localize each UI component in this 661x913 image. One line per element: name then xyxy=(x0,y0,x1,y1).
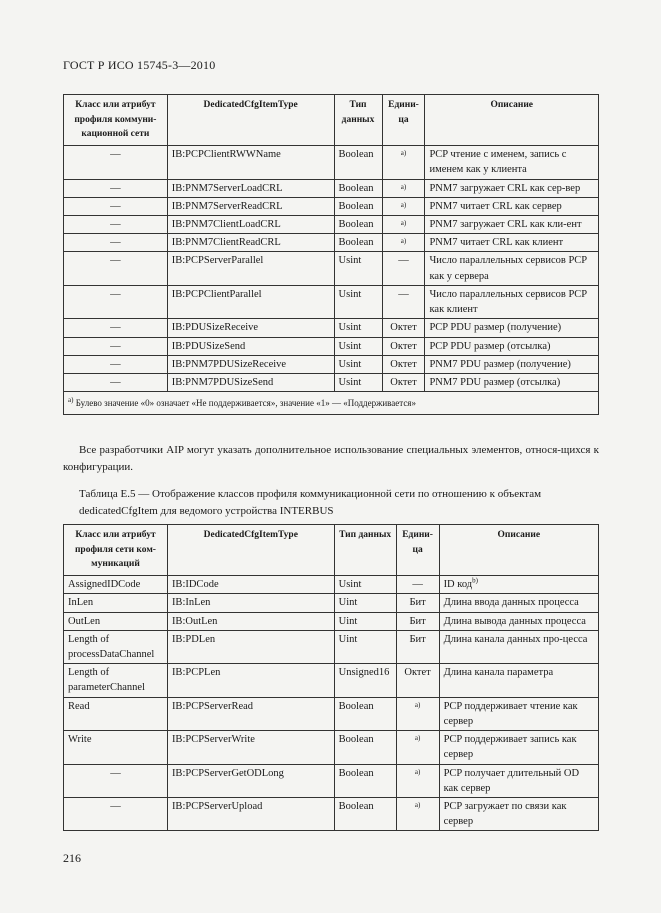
cell-class: — xyxy=(64,798,168,831)
cell-unit: a) xyxy=(396,731,439,764)
cell-unit: Октет xyxy=(382,374,425,392)
cell-item-type: IB:PCPServerWrite xyxy=(167,731,334,764)
description-text: Длина канала параметра xyxy=(443,667,554,679)
description-text: PCP получает длительный OD как сервер xyxy=(443,767,580,794)
table-row xyxy=(64,576,599,594)
cell-item-type: IB:PNM7PDUSizeSend xyxy=(167,374,334,392)
cell-unit: a) xyxy=(396,697,439,730)
table-row xyxy=(64,731,599,764)
cell-unit: a) xyxy=(382,216,425,234)
cell-item-type: IB:PNM7ServerLoadCRL xyxy=(167,179,334,197)
cell-data-type: Boolean xyxy=(334,179,382,197)
cell-data-type: Usint xyxy=(334,285,382,318)
description-text: Длина вывода данных процесса xyxy=(443,615,586,627)
cell-description xyxy=(439,731,598,764)
cell-item-type: IB:PDUSizeReceive xyxy=(167,319,334,337)
cell-class: — xyxy=(64,216,168,234)
cell-item-type: IB:PDLen xyxy=(167,630,334,663)
cell-description xyxy=(439,664,598,697)
col-header-data-type: Тип данных xyxy=(334,95,382,146)
cell-data-type: Boolean xyxy=(334,764,396,797)
col-header-description: Описание xyxy=(425,95,599,146)
table-footnote xyxy=(64,392,599,415)
page-header: ГОСТ Р ИСО 15745-3—2010 xyxy=(63,58,216,72)
cell-class: — xyxy=(64,197,168,215)
cell-unit: a) xyxy=(396,798,439,831)
footnote-mark: a) xyxy=(68,396,74,405)
cell-unit: Бит xyxy=(396,630,439,663)
cell-unit: Октет xyxy=(382,355,425,373)
table-header-row xyxy=(64,95,599,146)
table-row xyxy=(64,374,599,392)
cell-item-type: IB:PCPClientRWWName xyxy=(167,146,334,179)
col-header-item-type: DedicatedCfgItemType xyxy=(167,95,334,146)
cell-data-type: Usint xyxy=(334,319,382,337)
cell-description: PNM7 загружает CRL как сер-вер xyxy=(425,179,599,197)
cell-item-type: IB:PCPClientParallel xyxy=(167,285,334,318)
cell-unit: — xyxy=(382,285,425,318)
cell-description xyxy=(439,798,598,831)
cell-item-type: IB:PCPServerParallel xyxy=(167,252,334,285)
cell-class: Length of processDataChannel xyxy=(64,630,168,663)
cell-unit: a) xyxy=(382,179,425,197)
cell-unit: — xyxy=(382,252,425,285)
cell-description xyxy=(439,612,598,630)
cell-class: — xyxy=(64,252,168,285)
table-row xyxy=(64,319,599,337)
description-text: Длина ввода данных процесса xyxy=(443,597,579,609)
cell-item-type: IB:OutLen xyxy=(167,612,334,630)
cell-description xyxy=(439,630,598,663)
description-text: PCP поддерживает чтение как сервер xyxy=(443,700,578,727)
cell-unit: a) xyxy=(396,764,439,797)
cell-item-type: IB:PNM7ServerReadCRL xyxy=(167,197,334,215)
description-text: PCP загружает по связи как сервер xyxy=(443,801,567,828)
cell-class: — xyxy=(64,374,168,392)
cell-description xyxy=(439,594,598,612)
cell-class: OutLen xyxy=(64,612,168,630)
cell-unit: — xyxy=(396,576,439,594)
cell-description xyxy=(439,764,598,797)
cell-item-type: IB:PCPLen xyxy=(167,664,334,697)
body-paragraph: Все разработчики AIP могут указать дополнительное использование специальных элементов, относя-щихся к конфигурации. xyxy=(63,444,599,474)
table-caption xyxy=(63,486,599,519)
col-header-data-type: Тип данных xyxy=(334,525,396,576)
cell-description xyxy=(439,576,598,594)
footnote-text: Булево значение «0» означает «Не поддерживается», значение «1» — «Поддерживается» xyxy=(75,398,416,409)
table-footnote-row xyxy=(64,392,599,415)
cell-class: — xyxy=(64,355,168,373)
table-row xyxy=(64,179,599,197)
cell-data-type: Uint xyxy=(334,612,396,630)
table-row xyxy=(64,234,599,252)
cell-class: — xyxy=(64,179,168,197)
table-row xyxy=(64,764,599,797)
table-row xyxy=(64,630,599,663)
cell-item-type: IB:InLen xyxy=(167,594,334,612)
cell-data-type: Uint xyxy=(334,594,396,612)
cell-data-type: Usint xyxy=(334,374,382,392)
cell-unit: Октет xyxy=(382,319,425,337)
cell-data-type: Usint xyxy=(334,337,382,355)
cell-class: — xyxy=(64,319,168,337)
table-e5-interbus xyxy=(63,524,599,831)
cell-class: — xyxy=(64,285,168,318)
page-number: 216 xyxy=(63,851,81,865)
cell-item-type: IB:PCPServerGetODLong xyxy=(167,764,334,797)
cell-data-type: Boolean xyxy=(334,197,382,215)
table-row xyxy=(64,355,599,373)
table-row xyxy=(64,697,599,730)
cell-item-type: IB:PCPServerRead xyxy=(167,697,334,730)
table-row xyxy=(64,146,599,179)
cell-data-type: Boolean xyxy=(334,146,382,179)
col-header-unit: Едини-ца xyxy=(396,525,439,576)
cell-data-type: Usint xyxy=(334,252,382,285)
cell-class: — xyxy=(64,146,168,179)
cell-item-type: IB:PNM7PDUSizeReceive xyxy=(167,355,334,373)
footnote-ref: b) xyxy=(472,576,478,585)
cell-item-type: IB:PDUSizeSend xyxy=(167,337,334,355)
cell-data-type: Boolean xyxy=(334,731,396,764)
cell-description: PNM7 читает CRL как сервер xyxy=(425,197,599,215)
cell-data-type: Uint xyxy=(334,630,396,663)
cell-class: — xyxy=(64,764,168,797)
description-text: ID код xyxy=(443,579,473,591)
col-header-unit: Едини-ца xyxy=(382,95,425,146)
cell-unit: a) xyxy=(382,234,425,252)
cell-item-type: IB:PCPServerUpload xyxy=(167,798,334,831)
cell-class: Length of parameterChannel xyxy=(64,664,168,697)
cell-class: InLen xyxy=(64,594,168,612)
table-network-profile-continued xyxy=(63,94,599,415)
cell-description: PCP чтение с именем, запись с именем как у клиента xyxy=(425,146,599,179)
cell-unit: Бит xyxy=(396,612,439,630)
cell-item-type: IB:IDCode xyxy=(167,576,334,594)
cell-description: Число параллельных сервисов PCP как у сервера xyxy=(425,252,599,285)
cell-description xyxy=(439,697,598,730)
caption-line-2: dedicatedCfgItem для ведомого устройства INTERBUS xyxy=(79,504,334,517)
cell-unit: a) xyxy=(382,146,425,179)
cell-data-type: Boolean xyxy=(334,697,396,730)
cell-class: Read xyxy=(64,697,168,730)
cell-class: Write xyxy=(64,731,168,764)
cell-class: — xyxy=(64,234,168,252)
col-header-item-type: DedicatedCfgItemType xyxy=(167,525,334,576)
cell-description: PNM7 загружает CRL как кли-ент xyxy=(425,216,599,234)
table-header-row xyxy=(64,525,599,576)
table-row xyxy=(64,594,599,612)
description-text: Длина канала данных про-цесса xyxy=(443,633,588,645)
table-row xyxy=(64,337,599,355)
cell-data-type: Boolean xyxy=(334,216,382,234)
table-row xyxy=(64,798,599,831)
col-header-description: Описание xyxy=(439,525,598,576)
cell-unit: Октет xyxy=(382,337,425,355)
table-row xyxy=(64,216,599,234)
cell-unit: Бит xyxy=(396,594,439,612)
cell-description: PCP PDU размер (получение) xyxy=(425,319,599,337)
cell-description: PNM7 PDU размер (получение) xyxy=(425,355,599,373)
cell-data-type: Usint xyxy=(334,355,382,373)
cell-data-type: Usint xyxy=(334,576,396,594)
cell-description: PCP PDU размер (отсылка) xyxy=(425,337,599,355)
cell-unit: Октет xyxy=(396,664,439,697)
caption-line-1: Таблица Е.5 — Отображение классов профиля коммуникационной сети по отношению к объектам xyxy=(79,488,542,500)
table-row xyxy=(64,285,599,318)
cell-item-type: IB:PNM7ClientLoadCRL xyxy=(167,216,334,234)
table-row xyxy=(64,612,599,630)
table-row xyxy=(64,664,599,697)
cell-description: PNM7 читает CRL как клиент xyxy=(425,234,599,252)
table-row xyxy=(64,197,599,215)
description-text: PCP поддерживает запись как сервер xyxy=(443,734,577,761)
col-header-class: Класс или атрибут профиля сети ком-муникаций xyxy=(64,525,168,576)
table-row xyxy=(64,252,599,285)
cell-data-type: Unsigned16 xyxy=(334,664,396,697)
cell-unit: a) xyxy=(382,197,425,215)
cell-data-type: Boolean xyxy=(334,234,382,252)
col-header-class: Класс или атрибут профиля коммуни-кационной сети xyxy=(64,95,168,146)
cell-description: PNM7 PDU размер (отсылка) xyxy=(425,374,599,392)
cell-item-type: IB:PNM7ClientReadCRL xyxy=(167,234,334,252)
cell-data-type: Boolean xyxy=(334,798,396,831)
cell-description: Число параллельных сервисов PCP как клиент xyxy=(425,285,599,318)
cell-class: AssignedIDCode xyxy=(64,576,168,594)
cell-class: — xyxy=(64,337,168,355)
